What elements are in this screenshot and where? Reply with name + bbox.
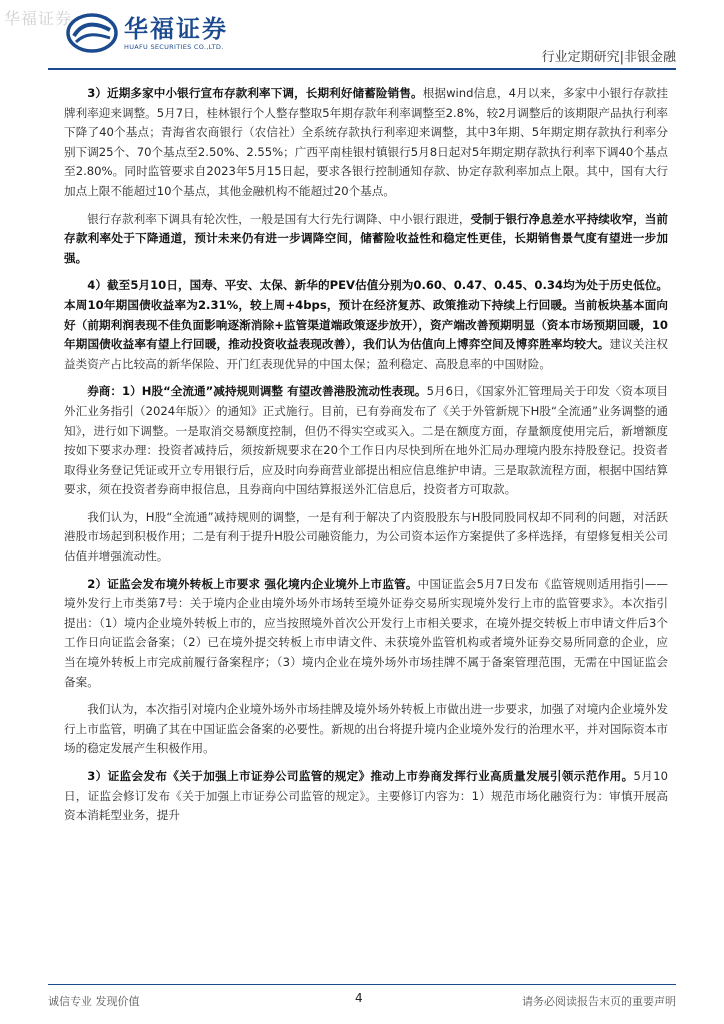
- bold-text: 券商：1）H股“全流通”减持规则调整 有望改善港股流动性表现。: [87, 384, 427, 399]
- paragraph: [64, 575, 668, 693]
- logo-cn-text: 华福证券: [124, 15, 228, 43]
- body-text: 5月6日，《国家外汇管理局关于印发〈资本项目外汇业务指引（2024年版）〉的通知》正式施行。目前，已有券商发布了《关于外管新规下H股“全流通”业务调整的通知》，进行如下调整。一是取消交易额度控制，但仍不得实空或买入。二是在额度方面，存量额度使用完后，新增额度按如下要求办理：投资者减持后，须按新规要求在20个工作日内尽快到所在地外汇局办理境内股东持股登记。投资者取得业务登记凭证或开立专用银行后，应及时向券商营业部提出相应信息维护申请。三是取款流程方面，根据中国结算要求，须在投资者券商申报信息，且券商向中国结算报送外汇信息后，投资者方可取款。: [64, 384, 668, 497]
- paragraph: [64, 210, 668, 269]
- report-category: 行业定期研究|非银金融: [541, 50, 676, 65]
- bold-text: 2）证监会发布境外转板上市要求 强化境内企业境外上市监管。: [87, 576, 418, 591]
- body-text: 根据wind信息，4月以来，多家中小银行存款挂牌利率迎来调整。5月7日，桂林银行个人整存整取5年期存款年利率调整至2.8%，较2月调整后的该期限产品执行利率下降了40个基点；青海省农商银行（农信社）全系统存款执行利率迎来调整，其中3年期、5年期定期存款执行利率分别下调25个、70个基点至2.50%、2.55%；广西平南桂银村镇银行5月8日起对5年期定期存款执行利率下调40个基点至2.80%。同时监管要求自2023年5月15日起，要求各银行控制通知存款、协定存款利率加点上限。其中，国有大行加点上限不能超过10个基点，其他金融机构不能超过20个基点。: [64, 86, 668, 198]
- bold-text: 3）近期多家中小银行宣布存款利率下调，长期利好储蓄险销售。: [87, 86, 423, 100]
- page-number: 4: [355, 991, 363, 1005]
- bold-text: 4）截至5月10日，国寿、平安、太保、新华的PEV估值分别为0.60、0.47、0.45、0.34均为处于历史低位。本周10年期国债收益率为2.31%，较上周+4bps，预计在经济复苏、政策推动下持续上行回暖。当前板块基本面向好（前期利润表现不佳负面影响逐渐消除+监管渠道端政策逐步放开），资产端改善预期明显（资本市场预期回暖，10年期国债收益率有望上行回暖，推动投资收益表现改善），我们认为估值向上博弈空间及博弈胜率均较大。: [64, 278, 668, 352]
- body-text: 我们认为，H股“全流通”减持规则的调整，一是有利于解决了内资股股东与H股同股同权却不同利的问题，对活跃港股市场起到积极作用；二是有利于提升H股公司融资能力，为公司资本运作方案提供了多样选择，有望修复相关公司估值并增强流动性。: [64, 509, 668, 564]
- paragraph: [64, 84, 668, 202]
- paragraph: [64, 382, 668, 500]
- footer-disclaimer: 请务必阅读报告末页的重要声明: [522, 995, 676, 1008]
- header-divider: [48, 68, 676, 70]
- footer-slogan: 诚信专业 发现价值: [48, 995, 140, 1008]
- huafu-logo-icon: [66, 12, 118, 54]
- paragraph: [64, 276, 668, 374]
- paragraph: [64, 508, 668, 567]
- bold-text: 3）证监会发布《关于加强上市证券公司监管的规定》推动上市券商发挥行业高质量发展引领示范作用。: [87, 769, 634, 783]
- body-text: 建议关注权益类资产占比较高的新华保险、开门红表现优异的中国太保；盈利稳定、高股息率的中国财险。: [64, 337, 668, 371]
- logo-en-text: HUAFU SECURITIES CO.,LTD.: [124, 43, 224, 51]
- report-body: [64, 84, 668, 834]
- paragraph: [64, 767, 668, 826]
- bold-text: 受制于银行净息差水平持续收窄，当前存款利率处于下降通道，预计未来仍有进一步调降空间，储蓄险收益性和稳定性更佳，长期销售景气度有望进一步加强。: [64, 211, 668, 265]
- body-text: 银行存款利率下调具有轮次性，一般是国有大行先行调降、中小银行跟进，: [87, 211, 471, 226]
- watermark: 华福证券: [4, 9, 73, 28]
- body-text: 我们认为，本次指引对境内企业境外场外市场挂牌及境外场外转板上市做出进一步要求，加强了对境内企业境外发行上市监管，明确了其在中国证监会备案的必要性。新规的出台将提升境内企业境外发行的治理水平，并对国际资本市场的稳定发展产生积极作用。: [64, 702, 668, 756]
- paragraph: [64, 700, 668, 759]
- body-text: 中国证监会5月7日发布《监管规则适用指引——境外发行上市类第7号：关于境内企业由境外场外市场转至境外证券交易所实现境外发行上市的监管要求》。本次指引提出：（1）境内企业境外转板上市的，应当按照境外首次公开发行上市相关要求，在境外提交转板上市申请文件后3个工作日向证监会备案；（2）已在境外提交转板上市申请文件、未获境外监管机构或者境外证券交易所同意的企业，应当在境外转板上市完成前履行备案程序；（3）境内企业在境外场外市场挂牌不属于备案管理范围，无需在中国证监会备案。: [64, 576, 668, 689]
- footer-divider: [48, 984, 676, 985]
- body-text: 5月10日，证监会修订发布《关于加强上市证券公司监管的规定》。主要修订内容为：1）规范市场化融资行为：审慎开展高资本消耗型业务，提升: [64, 769, 668, 823]
- company-logo: [66, 12, 228, 54]
